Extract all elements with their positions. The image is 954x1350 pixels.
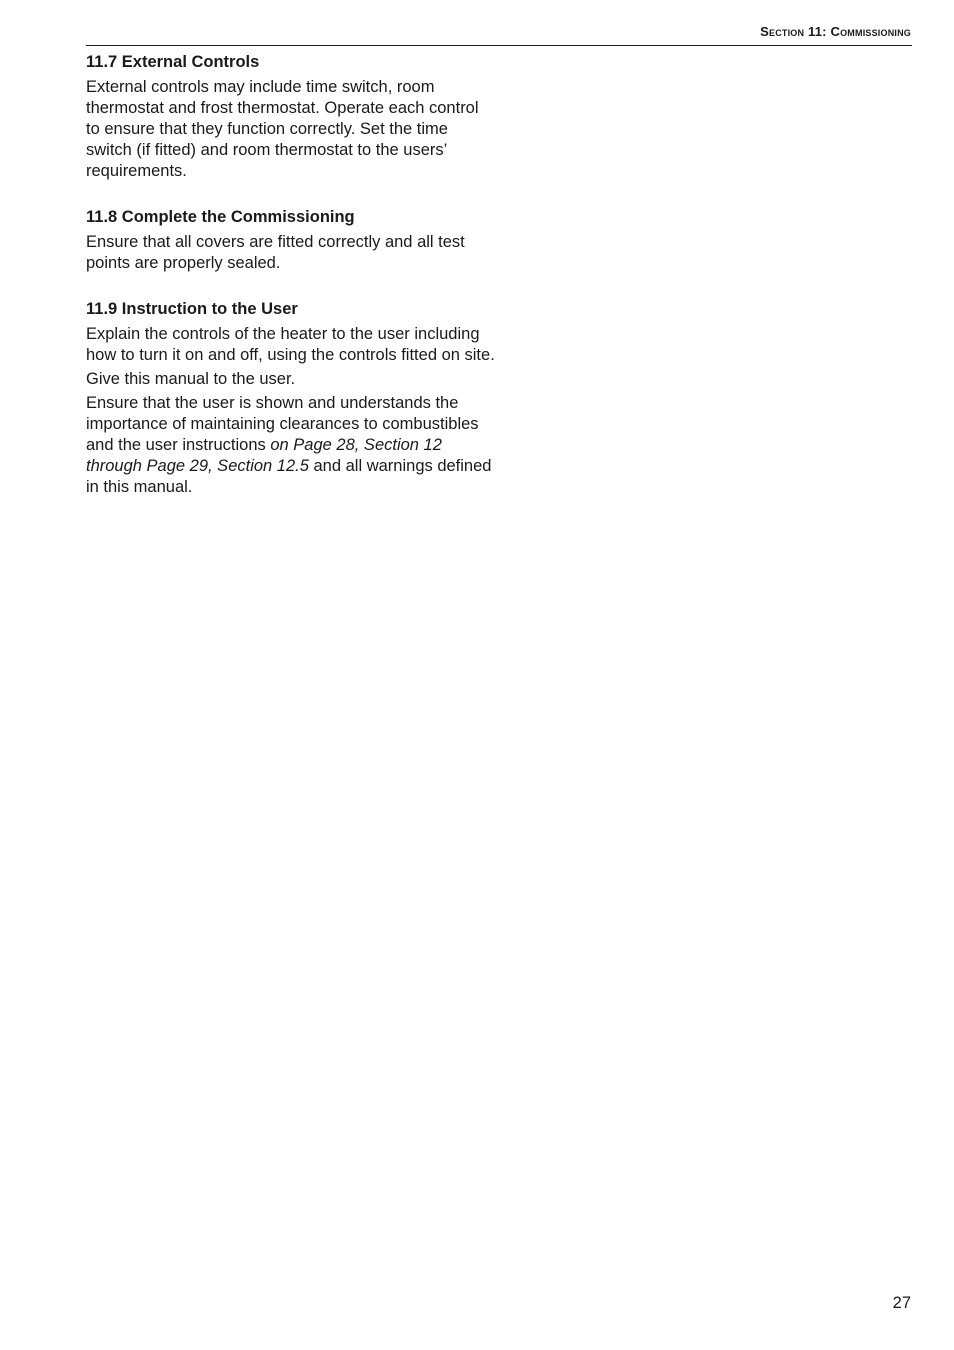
paragraph-text: Ensure that the user is shown and understands the importance of maintaining clearances to combustibles and the user instructions xyxy=(86,394,479,454)
paragraph: External controls may include time switch, room thermostat and frost thermostat. Operate each control to ensure that they function correctly. Set the time switch (if fitted) and room thermostat to the users’ requirements. xyxy=(86,78,479,180)
paragraph-with-reference xyxy=(86,393,496,498)
section-external-controls xyxy=(86,52,496,182)
section-title: 11.9 Instruction to the User xyxy=(86,300,298,318)
paragraph-text: and all warnings defined in this manual. xyxy=(86,457,492,496)
section-title: 11.7 External Controls xyxy=(86,53,260,71)
page-header xyxy=(86,22,912,46)
section-title: 11.8 Complete the Commissioning xyxy=(86,208,355,226)
section-header-label: Section 11: Commissioning xyxy=(760,24,911,39)
paragraph: Give this manual to the user. xyxy=(86,370,296,388)
page-number: 27 xyxy=(892,1294,911,1312)
main-content xyxy=(86,52,496,523)
paragraph: Explain the controls of the heater to the user including how to turn it on and off, using the controls fitted on site. xyxy=(86,325,495,364)
section-complete-commissioning xyxy=(86,207,496,274)
paragraph: Ensure that all covers are fitted correctly and all test points are properly sealed. xyxy=(86,233,465,272)
section-instruction-to-user xyxy=(86,299,496,498)
cross-reference-link[interactable]: on Page 28, Section 12 through Page 29, Section 12.5 xyxy=(86,436,442,475)
